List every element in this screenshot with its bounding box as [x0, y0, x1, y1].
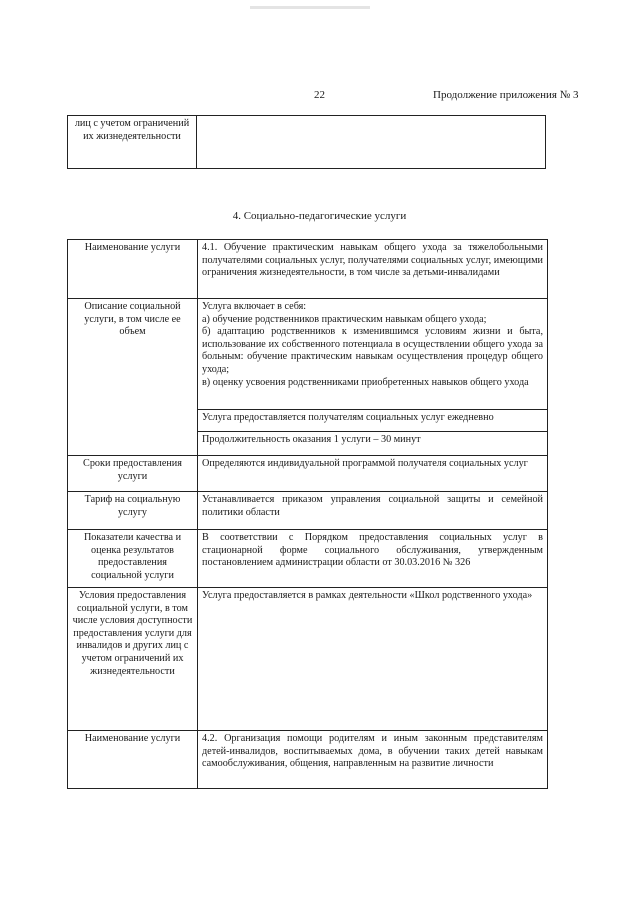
service-name-value-2: 4.2. Организация помощи родителям и иным законным представителям детей-инвалидов, воспитываемых дома, в обучении таких детей навыкам самообслуживания, общения, направленным на развитие личности	[198, 731, 548, 789]
conditions-label: Условия предоставления социальной услуги, в том числе условия доступности предоставления услуги для инвалидов и других лиц с учетом ограничений их жизнедеятельности	[68, 588, 198, 731]
table-row	[68, 731, 548, 789]
conditions-value: Услуга предоставляется в рамках деятельности «Школ родственного ухода»	[198, 588, 548, 731]
description-label: Описание социальной услуги, в том числе ее объем	[68, 299, 198, 456]
description-item-b: б) адаптацию родственников к изменившимся условиям жизни и быта, использование их собственного потенциала в осуществлении общего ухода за больным: обучение практическим навыкам осуществления процедур общего ухода;	[202, 326, 543, 375]
terms-label: Сроки предоставления услуги	[68, 456, 198, 492]
page-number: 22	[314, 89, 325, 101]
service-name-label: Наименование услуги	[68, 240, 198, 299]
table-row	[68, 299, 548, 410]
table-row	[68, 492, 548, 530]
service-name-value: 4.1. Обучение практическим навыкам общего ухода за тяжелобольными получателями социальных услуг, получателями социальных услуг, имеющими ограничения жизнедеятельности, в том числе за детьми-инвалидами	[198, 240, 548, 299]
service-name-label-2: Наименование услуги	[68, 731, 198, 789]
scan-smudge	[250, 6, 370, 9]
tariff-value: Устанавливается приказом управления социальной защиты и семейной политики области	[198, 492, 548, 530]
quality-label: Показатели качества и оценка результатов предоставления социальной услуги	[68, 530, 198, 588]
continuation-note: Продолжение приложения № 3	[433, 89, 579, 101]
description-intro: Услуга включает в себя:	[202, 301, 307, 312]
table-row	[68, 116, 546, 169]
tariff-label: Тариф на социальную услугу	[68, 492, 198, 530]
table-row	[68, 588, 548, 731]
section-title: 4. Социально-педагогические услуги	[232, 210, 407, 222]
services-table	[67, 239, 548, 789]
terms-value: Определяются индивидуальной программой получателя социальных услуг	[198, 456, 548, 492]
table-row	[68, 456, 548, 492]
description-item-c: в) оценку усвоения родственниками приобретенных навыков общего ухода	[202, 376, 529, 388]
frequency-value: Услуга предоставляется получателям социальных услуг ежедневно	[198, 410, 548, 432]
description-value	[198, 299, 548, 410]
continued-table	[67, 115, 546, 169]
description-item-a: а) обучение родственников практическим навыкам общего ухода;	[202, 313, 487, 325]
quality-value: В соответствии с Порядком предоставления социальных услуг в стационарной форме социального обслуживания, утвержденным постановлением администрации области от 30.03.2016 № 326	[198, 530, 548, 588]
table-row	[68, 530, 548, 588]
row-label: лиц с учетом ограничений их жизнедеятельности	[68, 116, 197, 169]
row-value	[197, 116, 546, 169]
duration-value: Продолжительность оказания 1 услуги – 30 минут	[198, 432, 548, 456]
table-row	[68, 240, 548, 299]
